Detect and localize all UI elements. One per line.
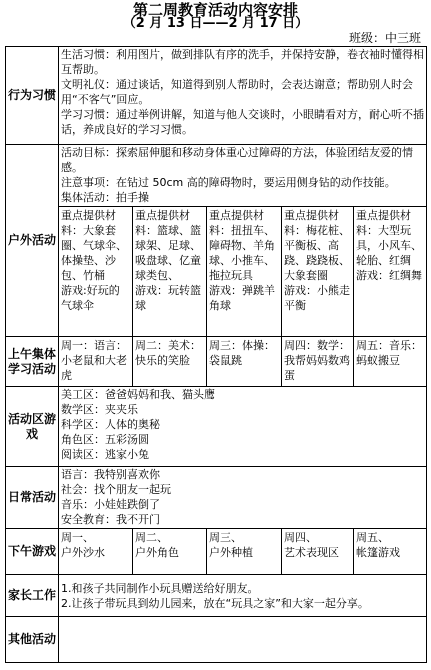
material-game: 游戏：弹跳羊角球 [209, 284, 275, 312]
morning-day-5 [354, 337, 427, 387]
day-title: 周三、 [209, 531, 242, 544]
afternoon-day-4 [282, 529, 354, 575]
areas-row [6, 387, 427, 467]
areas-label: 活动区游戏 [6, 387, 59, 467]
class-label: 班级： [348, 31, 385, 45]
day-title: 周三：体操： [209, 339, 275, 352]
morning-day-3 [207, 337, 282, 387]
afternoon-day-5 [354, 529, 427, 575]
outdoor-material-5 [354, 207, 427, 337]
daily-line: 社会：找个朋友一起玩 [61, 483, 171, 496]
outdoor-material-4 [282, 207, 354, 337]
day-activity: 袋鼠跳 [209, 354, 242, 367]
day-activity: 小老鼠和大老虎 [61, 354, 127, 382]
daily-label: 日常活动 [6, 467, 59, 529]
day-title: 周四：数学： [284, 339, 350, 352]
parents-content [59, 575, 427, 617]
afternoon-day-2 [133, 529, 207, 575]
outdoor-goal-row [6, 145, 427, 207]
morning-label: 上午集体学习活动 [6, 337, 59, 387]
daily-line: 语言：我特别喜欢你 [61, 468, 160, 481]
day-activity: 快乐的笑脸 [135, 354, 190, 367]
schedule-table [5, 46, 427, 663]
day-title: 周五：音乐： [356, 339, 422, 352]
day-title: 周四、 [284, 531, 317, 544]
material-game: 游戏:好玩的气球伞 [61, 284, 120, 312]
other-row [6, 617, 427, 663]
material-game: 游戏：小熊走平衡 [284, 284, 350, 312]
outdoor-material-2 [133, 207, 207, 337]
morning-day-4 [282, 337, 354, 387]
outdoor-material-3 [207, 207, 282, 337]
behavior-content [59, 47, 427, 145]
day-activity: 帐篷游戏 [356, 546, 400, 559]
material-text: 重点提供材料：梅花桩、平衡板、高跷、跷跷板、大象套圈 [284, 209, 350, 282]
day-activity: 蚂蚁搬豆 [356, 354, 400, 367]
areas-content [59, 387, 427, 467]
day-activity: 户外沙水 [61, 546, 105, 559]
behavior-label: 行为习惯 [6, 47, 59, 145]
outdoor-label: 户外活动 [6, 145, 59, 337]
behavior-row [6, 47, 427, 145]
outdoor-goals [59, 145, 427, 207]
other-label: 其他活动 [6, 617, 59, 663]
material-text: 重点提供材料：大型玩具，小风车、轮胎、红绸 [356, 209, 422, 267]
parents-row [6, 575, 427, 617]
daily-line: 音乐：小娃娃跌倒了 [61, 498, 160, 511]
afternoon-label: 下午游戏 [6, 529, 59, 575]
material-game: 游戏：红绸舞 [356, 269, 422, 282]
day-activity: 艺术表现区 [284, 546, 339, 559]
date-range: （2 月 13 日——2 月 17 日） [122, 16, 309, 31]
area-line: 阅读区：逃家小兔 [61, 448, 149, 461]
other-content [59, 617, 427, 663]
behavior-line: 学习习惯：通过举例讲解，知道与他人交谈时，小眼睛看对方，耐心听不插话，养成良好的学习习惯。 [61, 108, 424, 136]
outdoor-materials-row [6, 207, 427, 337]
parents-line: 1.和孩子共同制作小玩具赠送给好朋友。 [61, 581, 259, 595]
afternoon-day-3 [207, 529, 282, 575]
day-title: 周二、 [135, 531, 168, 544]
day-title: 周二：美术： [135, 339, 201, 352]
material-text: 重点提供材料：扭扭车、障碍物、羊角球、小推车、拖拉玩具 [209, 209, 275, 282]
day-activity: 户外角色 [135, 546, 179, 559]
morning-row [6, 337, 427, 387]
day-title: 周五、 [356, 531, 389, 544]
afternoon-day-1 [59, 529, 133, 575]
class-value: 中三班 [384, 31, 421, 45]
day-title: 周一、 [61, 531, 94, 544]
morning-day-2 [133, 337, 207, 387]
behavior-line: 文明礼仪：通过谈话，知道得到别人帮助时，会表达谢意；帮助别人时会用“不客气”回应。 [61, 78, 413, 106]
day-title: 周一：语言： [61, 339, 127, 352]
daily-content [59, 467, 427, 529]
outdoor-material-1 [59, 207, 133, 337]
class-info [349, 31, 421, 46]
parents-line: 2.让孩子带玩具到幼儿园来，放在“玩具之家”和大家一起分享。 [61, 596, 369, 610]
behavior-line: 生活习惯：利用图片，做到排队有序的洗手，并保持安静，卷衣袖时懂得相互帮助。 [61, 48, 424, 76]
daily-line: 安全教育：我不开门 [61, 513, 160, 526]
area-line: 美工区：爸爸妈妈和我、猫头鹰 [61, 388, 215, 401]
area-line: 科学区：人体的奥秘 [61, 418, 160, 431]
parents-label: 家长工作 [6, 575, 59, 617]
daily-row [6, 467, 427, 529]
outdoor-goal-line: 活动目标：探索屈伸腿和移动身体重心过障碍的方法，体验团结友爱的情感。 [61, 146, 413, 174]
material-game: 游戏：玩转篮球 [135, 284, 201, 312]
day-activity: 我帮妈妈数鸡蛋 [284, 354, 350, 382]
morning-day-1 [59, 337, 133, 387]
page-title: 第二周教育活动内容安排 [132, 1, 298, 19]
material-text: 重点提供材料：大象套圈、气球伞、体操垫、沙包、竹桶 [61, 209, 127, 282]
day-activity: 户外种植 [209, 546, 253, 559]
material-text: 重点提供材料：篮球、篮球架、足球、吸盘球、亿童球类包、 [135, 209, 201, 282]
afternoon-row [6, 529, 427, 575]
area-line: 角色区：五彩汤圆 [61, 433, 149, 446]
area-line: 数学区：夹夹乐 [61, 403, 138, 416]
outdoor-goal-line: 注意事项：在钻过 50cm 高的障碍物时，要运用侧身钻的动作技能。 [61, 176, 396, 189]
outdoor-goal-line: 集体活动：拍手操 [61, 191, 149, 204]
